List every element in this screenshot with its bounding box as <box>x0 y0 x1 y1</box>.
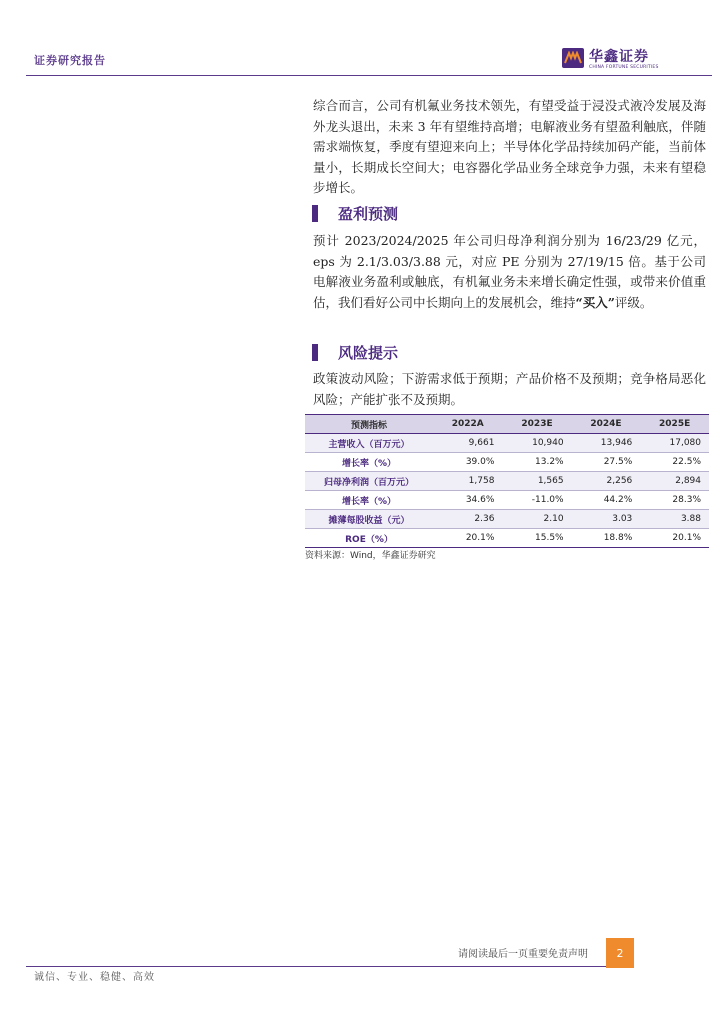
table-cell: 9,661 <box>433 434 502 453</box>
table-row <box>305 529 709 548</box>
logo-emblem-icon <box>562 48 584 68</box>
table-row <box>305 491 709 510</box>
table-header-cell: 2025E <box>640 415 709 434</box>
disclaimer-notice: 请阅读最后一页重要免责声明 <box>458 949 588 960</box>
summary-paragraph: 综合而言，公司有机氟业务技术领先，有望受益于浸没式液冷发展及海外龙头退出，未来 3 年有望维持高增；电解液业务有望盈利触底，伴随需求端恢复，季度有望迎来向上；半导体化学品持续加码产能，当前体量小，长期成长空间大；电容器化学品业务全球竞争力强，未来有望稳步增长。 <box>313 98 706 195</box>
section-marker-icon <box>312 205 318 222</box>
forecast-text-end: 评级。 <box>614 294 653 310</box>
table-cell: 20.1% <box>433 529 502 548</box>
section-title: 盈利预测 <box>338 205 399 223</box>
table-cell: 15.5% <box>502 529 571 548</box>
forecast-table <box>305 414 709 548</box>
table-cell: 17,080 <box>640 434 709 453</box>
table-header-cell: 2023E <box>502 415 571 434</box>
section-marker-icon <box>312 344 318 361</box>
risk-paragraph: 政策波动风险；下游需求低于预期；产品价格不及预期；竞争格局恶化风险；产能扩张不及预期。 <box>313 371 706 407</box>
table-row <box>305 453 709 472</box>
table-cell: 44.2% <box>572 491 641 510</box>
footer-motto: 诚信、专业、稳健、高效 <box>34 972 155 983</box>
footer-divider <box>26 966 606 967</box>
table-cell: 2,256 <box>572 472 641 491</box>
header-divider <box>26 75 712 76</box>
row-label: 主营收入（百万元） <box>305 434 433 453</box>
table-cell: 2.10 <box>502 510 571 529</box>
logo-text-cn: 华鑫证券 <box>589 49 649 65</box>
table-cell: 1,758 <box>433 472 502 491</box>
table-source-note: 资料来源：Wind，华鑫证券研究 <box>305 551 436 561</box>
report-type-label: 证券研究报告 <box>34 54 106 67</box>
table-cell: 1,565 <box>502 472 571 491</box>
table-row <box>305 434 709 453</box>
company-logo <box>562 46 682 72</box>
row-label: 摊薄每股收益（元） <box>305 510 433 529</box>
table-cell: 3.88 <box>640 510 709 529</box>
table-cell: 28.3% <box>640 491 709 510</box>
table-cell: 13.2% <box>502 453 571 472</box>
rating-text: “买入” <box>575 294 615 310</box>
table-cell: 27.5% <box>572 453 641 472</box>
table-cell: 13,946 <box>572 434 641 453</box>
row-label: ROE（%） <box>305 529 433 548</box>
table-header-cell: 2024E <box>572 415 641 434</box>
table-row <box>305 510 709 529</box>
table-cell: 2.36 <box>433 510 502 529</box>
row-label: 增长率（%） <box>305 453 433 472</box>
section-title: 风险提示 <box>338 344 399 362</box>
table-cell: 20.1% <box>640 529 709 548</box>
table-row <box>305 472 709 491</box>
table-header-cell: 预测指标 <box>305 415 433 434</box>
table-cell: 18.8% <box>572 529 641 548</box>
table-header-cell: 2022A <box>433 415 502 434</box>
table-cell: -11.0% <box>502 491 571 510</box>
table-cell: 22.5% <box>640 453 709 472</box>
forecast-paragraph <box>313 231 706 313</box>
row-label: 增长率（%） <box>305 491 433 510</box>
table-cell: 10,940 <box>502 434 571 453</box>
logo-text-en: CHINA FORTUNE SECURITIES <box>589 65 659 70</box>
table-cell: 34.6% <box>433 491 502 510</box>
table-cell: 3.03 <box>572 510 641 529</box>
table-cell: 39.0% <box>433 453 502 472</box>
page-number-badge: 2 <box>606 938 634 968</box>
table-header-row <box>305 415 709 434</box>
forecast-text: 预计 2023/2024/2025 年公司归母净利润分别为 16/23/29 亿元，eps 为 2.1/3.03/3.88 元，对应 PE 分别为 27/19/15 倍。基于公司电解液业务盈利或触底，有机氟业务未来增长确定性强，或带来价值重估，我们看好公司中长期向上的发展机会，维持 <box>313 233 706 310</box>
row-label: 归母净利润（百万元） <box>305 472 433 491</box>
table-cell: 2,894 <box>640 472 709 491</box>
